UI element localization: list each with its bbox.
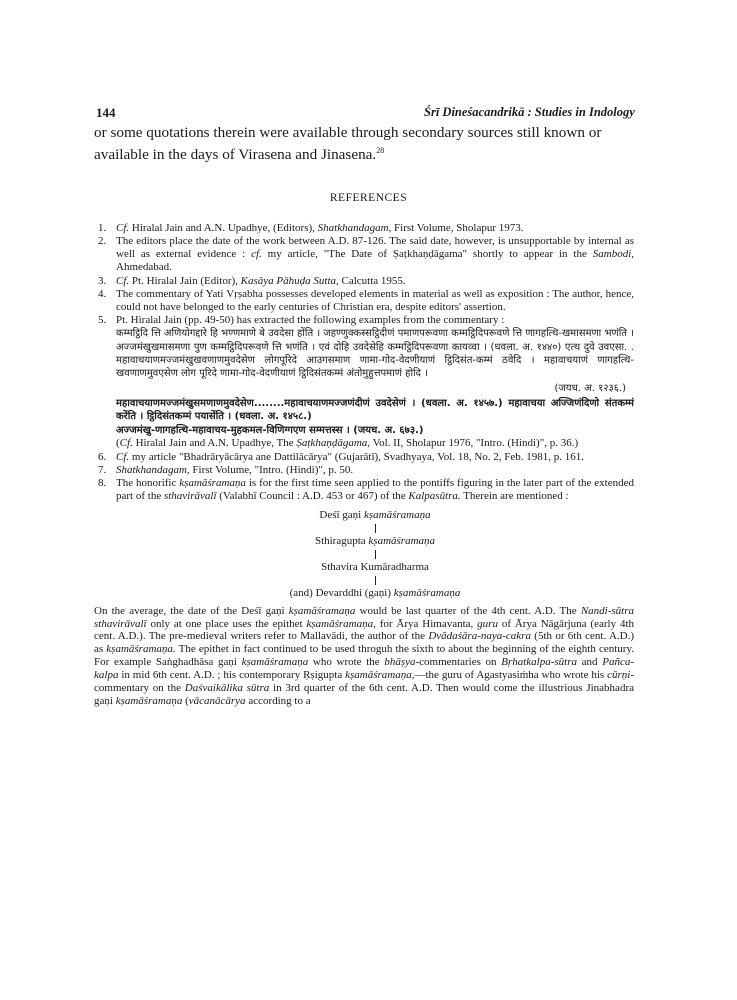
reference-text: Cf. Hiralal Jain and A.N. Upadhye, (Editors), Shatkhandagam, First Volume, Sholapur 1973.: [116, 222, 524, 234]
lineage-connector: [375, 550, 376, 559]
lineage-name: (and) Devarddhi (gaṇi) kṣamāśramaṇa: [289, 587, 461, 600]
reference-number: 2.: [98, 235, 107, 248]
lineage-name: Sthiragupta kṣamāśramaṇa: [314, 535, 436, 548]
reference-text: The honorific kṣamāśramaṇa is for the first time seen applied to the pontiffs figuring in the later part of the extended part of the sthavirāvalī (Valabhī Council : A.D. 453 or 467) of the Kalpasūtra. Therein are mentioned : Deśī gaṇi kṣamāśramaṇa Sthiragupta kṣamāśramaṇa Sthavira Kumāradharma (and) Devarddhi (gaṇi) kṣamāśramaṇa: [116, 477, 634, 600]
lineage-name: Deśī gaṇi kṣamāśramaṇa: [319, 509, 431, 522]
reference-number: 1.: [98, 222, 107, 234]
reference-item: [94, 275, 634, 288]
reference-text: Shatkhandagam, First Volume, "Intro. (Hindi)", p. 50.: [116, 463, 354, 476]
references-heading: REFERENCES: [329, 192, 408, 204]
reference-number: 6.: [98, 450, 107, 463]
reference-item: [94, 477, 634, 604]
reference-text: The editors place the date of the work between A.D. 87-126. The said date, however, is unsupportable by internal as well as external evidence : cf. my article, "The Date of Ṣaṭkhaṇḍāgama" shortly to appear in the Sambodi, Ahmedabad.: [116, 235, 634, 274]
reference-text: Cf. Pt. Hiralal Jain (Editor), Kasāya Pāhuḍa Sutta, Calcutta 1955.: [116, 274, 406, 287]
lineage-connector: [375, 576, 376, 585]
closing-paragraph: On the average, the date of the Deśī gaṇi kṣamāśramaṇa would be last quarter of the 4th cent. A.D. The Nandi-sūtra sthavirāvalī only at one place uses the epithet kṣamāśramaṇa, for Ārya Himavanta, guru of Ārya Nāgārjuna (early 4th cent. A.D.). The pre-medieval writers refer to Mallavādi, the author of the Dvādaśāra-naya-cakra (5th or 6th cent. A.D.) as kṣamāśramaṇa. The epithet in fact continued to be used throguh the sixth to about the beginning of the eighth century. For example Saṅghadhāsa gaṇi kṣamāśramaṇa who wrote the bhāṣya-commentaries on Bṛhatkalpa-sūtra and Pañca-kalpa in mid 6th cent. A.D. ; his contemporary Ṛṣigupta kṣamāśramaṇa,—the guru of Agastyasiṁha who wrote his cūrṇi-commentary on the Daśvaikālika sūtra in 3rd quarter of the 6th cent. A.D. Then would come the illustrious Jinabhadra gaṇi kṣamāśramaṇa (vācanācārya according to a: [94, 604, 634, 707]
footnote-marker: 28: [376, 146, 385, 155]
reference-item: [94, 288, 634, 314]
running-title: Śrī Dineśacandrikā : Studies in Indology: [424, 105, 635, 119]
reference-number: 8.: [98, 477, 107, 490]
reference-item: [94, 235, 634, 274]
reference-item: [94, 314, 634, 450]
reference-item: [94, 222, 634, 235]
reference-item: [94, 451, 634, 464]
lineage-connector: [375, 524, 376, 533]
intro-text: or some quotations therein were available through secondary sources still known or available in the days of Virasena and Jinasena.: [94, 124, 602, 164]
sanskrit-quotation: कम्मट्ठिदि त्ति अणियोगद्दारे हि भण्णमाणे बे उवदेसा होंति । जहण्णुक्कस्सट्ठिदीणं पमाणपरूवणा कम्मट्ठिदिपरूवणे त्ति णागहत्थि-खमासमणा भणंति । अज्जमंखुखमासमणा पुण कम्मट्ठिदिपरूवणे त्ति भणंति । एवं दोहि उवदेसेहि कम्मट्ठिदिपरूवणा कायव्वा । (धवला. अ. १४४०) एत्थ दुवे उवएसा. . महावाचयाणमज्जमंखुखवणाणमुवदेसेण लोगपूरिदे आउगसमाण णामा-गोद-वेदणीयाणं ट्ठिदिसंत-कम्मं ठवेदि । महावाचयाणं णागहत्थि-खवणाणमुवएसेण लोग पूरिदे णामा-गोद-वेदणीयाणं ट्ठिदिसंतकम्मं अंतोमुहुत्तपमाणं होदि ।: [116, 328, 634, 380]
reference-text: Cf. my article "Bhadrāryācārya ane Dattilācārya" (Gujarātī), Svadhyaya, Vol. 18, No. 2, Feb. 1981, p. 161.: [116, 450, 585, 463]
reference-number: 3.: [98, 274, 107, 287]
reference-number: 4.: [98, 288, 107, 301]
reference-intro: Pt. Hiralal Jain (pp. 49-50) has extracted the following examples from the commentary :: [116, 314, 505, 327]
reference-text: The commentary of Yati Vṛṣabha possesses developed elements in material as well as exposition : The author, hence, could not have belonged to the early centuries of Christian era, despite editors' assertion.: [116, 288, 634, 313]
sanskrit-quotation: अज्जमंखु-णागहत्थि-महावाचय-मुहकमल-विणिग्गएण सम्मत्तस्स । (जयध. अ. ६७३.): [116, 424, 424, 436]
lineage-diagram: [116, 509, 634, 600]
references-list: [94, 222, 634, 708]
lineage-name: Sthavira Kumāradharma: [321, 561, 429, 574]
reference-text: [116, 314, 634, 450]
reference-number: 7.: [98, 463, 107, 476]
reference-source: (Cf. Hiralal Jain and A.N. Upadhye, The Ṣaṭkhaṇḍāgama, Vol. II, Sholapur 1976, "Intro. (Hindi)", p. 36.): [116, 437, 579, 450]
intro-paragraph: [94, 124, 634, 164]
page-number: 144: [96, 105, 116, 120]
quotation-citation: (जयध. अ. १२३६.): [554, 382, 626, 394]
reference-item: [94, 464, 634, 477]
sanskrit-quotation: महावाचयाणमज्जमंखुसमणाणमुवदेसेण........महावाचयाणमज्जणंदीणं उवदेसेणं । (धवला. अ. १४५७.) महावाचया अज्जिणंदिणो संतकम्मं करेंति । ट्ठिदिसंतकम्मं पयासेंति । (धवला. अ. १४५८.): [116, 397, 634, 423]
reference-number: 5.: [98, 314, 107, 327]
